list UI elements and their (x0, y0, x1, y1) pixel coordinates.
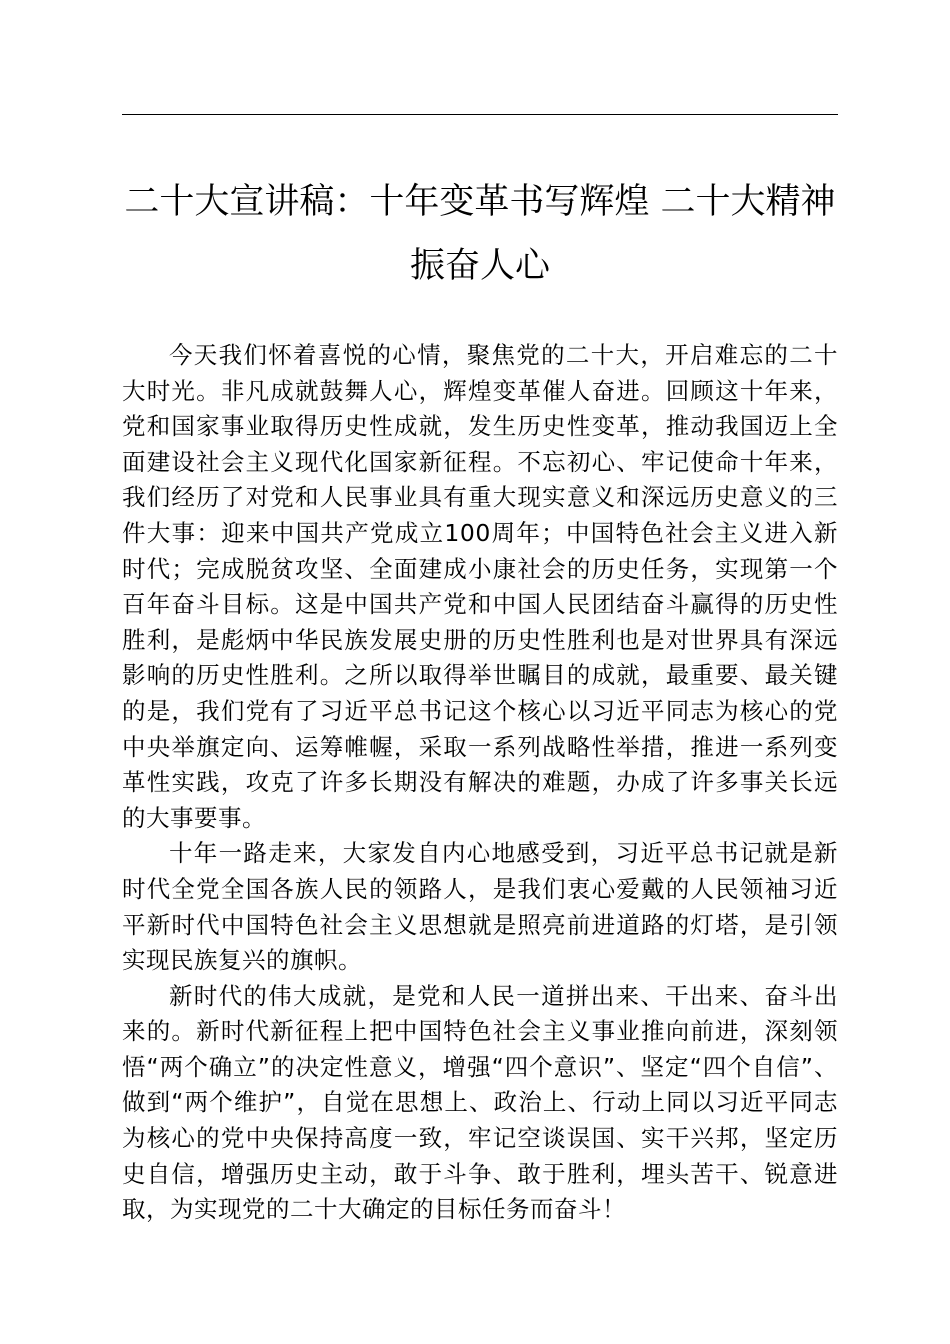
paragraph-1: 今天我们怀着喜悦的心情，聚焦党的二十大，开启难忘的二十大时光。非凡成就鼓舞人心，辉煌变革催人奋进。回顾这十年来，党和国家事业取得历史性成就，发生历史性变革，推动我国迈上全面建设社会主义现代化国家新征程。不忘初心、牢记使命十年来，我们经历了对党和人民事业具有重大现实意义和深远历史意义的三件大事：迎来中国共产党成立100周年；中国特色社会主义进入新时代；完成脱贫攻坚、全面建成小康社会的历史任务，实现第一个百年奋斗目标。这是中国共产党和中国人民团结奋斗赢得的历史性胜利，是彪炳中华民族发展史册的历史性胜利也是对世界具有深远影响的历史性胜利。之所以取得举世瞩目的成就，最重要、最关键的是，我们党有了习近平总书记这个核心以习近平同志为核心的党中央举旗定向、运筹帷幄，采取一系列战略性举措，推进一系列变革性实践，攻克了许多长期没有解决的难题，办成了许多事关长远的大事要事。 (122, 341, 838, 832)
paragraph-3: 新时代的伟大成就，是党和人民一道拼出来、干出来、奋斗出来的。新时代新征程上把中国特色社会主义事业推向前进，深刻领悟“两个确立”的决定性意义，增强“四个意识”、坚定“四个自信”、做到“两个维护”，自觉在思想上、政治上、行动上同以习近平同志为核心的党中央保持高度一致，牢记空谈误国、实干兴邦，坚定历史自信，增强历史主动，敢于斗争、敢于胜利，埋头苦干、锐意进取，为实现党的二十大确定的目标任务而奋斗！ (122, 981, 838, 1224)
page-title (122, 170, 838, 298)
header-rule (122, 114, 838, 115)
title-line-2: 振奋人心 (409, 246, 550, 286)
paragraph-2: 十年一路走来，大家发自内心地感受到，习近平总书记就是新时代全党全国各族人民的领路人，是我们衷心爱戴的人民领袖习近平新时代中国特色社会主义思想就是照亮前进道路的灯塔，是引领实现民族复兴的旗帜。 (122, 839, 838, 975)
article-body (122, 338, 838, 1228)
title-line-1: 二十大宣讲稿：十年变革书写辉煌 二十大精神 (124, 182, 836, 222)
